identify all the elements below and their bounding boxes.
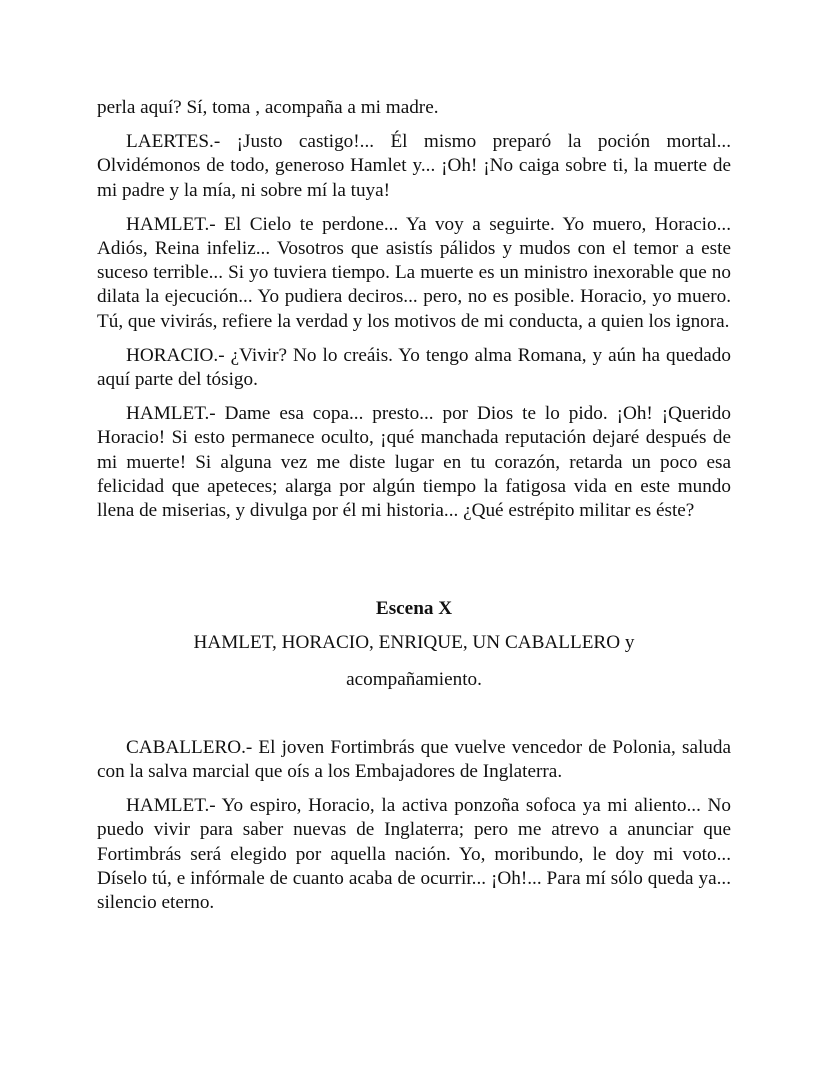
paragraph-caballero: CABALLERO.- El joven Fortimbrás que vuelve vencedor de Polonia, saluda con la salva marcial que oís a los Embajadores de Inglaterra. — [97, 736, 731, 783]
paragraph-hamlet-1: HAMLET.- El Cielo te perdone... Ya voy a seguirte. Yo muero, Horacio... Adiós, Reina infeliz... Vosotros que asistís pálidos y mudos con el temor a este suceso terrible... Si yo tuviera tiempo. La muerte es un ministro inexorable que no dilata la ejecución... Yo pudiera deciros... pero, no es posible. Horacio, yo muero. Tú, que vivirás, refiere la verdad y los motivos de mi conducta, a quien los ignora. — [97, 213, 731, 332]
scene-cast-line-1: HAMLET, HORACIO, ENRIQUE, UN CABALLERO y — [193, 632, 635, 654]
scene-title: Escena X — [375, 598, 453, 620]
paragraph-laertes: LAERTES.- ¡Justo castigo!... Él mismo preparó la poción mortal... Olvidémonos de todo, generoso Hamlet y... ¡Oh! ¡No caiga sobre ti, la muerte de mi padre y la mía, ni sobre mí la tuya! — [97, 131, 731, 201]
scene-header — [97, 597, 731, 692]
document-page — [97, 96, 731, 925]
paragraph-hamlet-3: HAMLET.- Yo espiro, Horacio, la activa ponzoña sofoca ya mi aliento... No puedo vivir para saber nuevas de Inglaterra; pero me atrevo a anunciar que Fortimbrás será elegido por aquella nación. Yo, moribundo, le doy mi voto... Díselo tú, e infórmale de cuanto acaba de ocurrir... ¡Oh!... Para mí sólo queda ya... silencio eterno. — [97, 795, 731, 914]
scene-cast-line-2: acompañamiento. — [346, 668, 482, 690]
scene-body — [97, 736, 731, 915]
paragraph-hamlet-2: HAMLET.- Dame esa copa... presto... por Dios te lo pido. ¡Oh! ¡Querido Horacio! Si esto permanece oculto, ¡qué manchada reputación dejaré después de mi muerte! Si alguna vez me diste lugar en tu corazón, retarda un poco esa felicidad que apeteces; alarga por algún tiempo la fatigosa vida en este mundo llena de miserias, y divulga por él mi historia... ¿Qué estrépito militar es éste? — [97, 403, 731, 522]
paragraph-continuation: perla aquí? Sí, toma , acompaña a mi madre. — [97, 97, 439, 118]
paragraph-horacio: HORACIO.- ¿Vivir? No lo creáis. Yo tengo alma Romana, y aún ha quedado aquí parte del tósigo. — [97, 344, 731, 391]
